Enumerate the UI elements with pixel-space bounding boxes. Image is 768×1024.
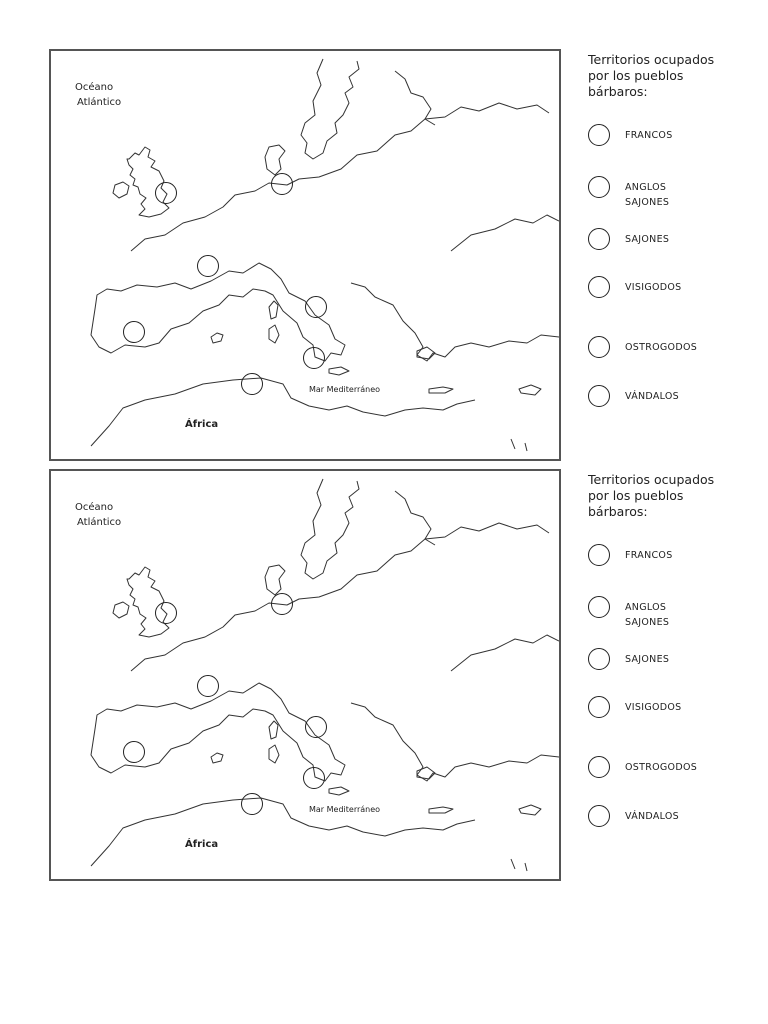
africa-label: África (185, 419, 219, 430)
legend-label: ANGLOS SAJONES (625, 182, 670, 208)
legend-label: VÁNDALOS (625, 811, 680, 822)
legend-label: FRANCOS (625, 550, 673, 561)
legend-label: OSTROGODOS (625, 342, 698, 353)
answer-circle[interactable] (588, 276, 610, 298)
map-circle-north-africa[interactable] (241, 793, 263, 815)
map-circle-north-italy[interactable] (305, 716, 327, 738)
legend-label: ANGLOS SAJONES (625, 602, 670, 628)
answer-circle[interactable] (588, 596, 610, 618)
map-circle-south-italy[interactable] (303, 767, 325, 789)
map-circle-iberia[interactable] (123, 741, 145, 763)
legend-item-visigodos (588, 276, 758, 306)
legend-item-francos (588, 544, 758, 574)
map-circle-britain[interactable] (155, 602, 177, 624)
legend-label: SAJONES (625, 234, 670, 245)
europe-mediterranean-map (51, 51, 559, 459)
legend-title: Territorios ocupados por los pueblos bárbaros: (588, 52, 715, 99)
answer-circle[interactable] (588, 385, 610, 407)
legend-label: VISIGODOS (625, 702, 682, 713)
legend-item-ostrogodos (588, 336, 758, 366)
legend-item-vandalos (588, 385, 758, 415)
answer-circle[interactable] (588, 805, 610, 827)
europe-mediterranean-map (51, 471, 559, 879)
answer-circle[interactable] (588, 544, 610, 566)
mediterranean-label: Mar Mediterráneo (309, 385, 381, 394)
map-circle-south-italy[interactable] (303, 347, 325, 369)
worksheet-1 (0, 42, 768, 462)
map-circle-north-italy[interactable] (305, 296, 327, 318)
map-circle-gaul[interactable] (197, 675, 219, 697)
legend-item-visigodos (588, 696, 758, 726)
answer-circle[interactable] (588, 756, 610, 778)
legend-item-vandalos (588, 805, 758, 835)
legend-label: FRANCOS (625, 130, 673, 141)
legend (588, 52, 758, 402)
legend-item-francos (588, 124, 758, 154)
legend-title: Territorios ocupados por los pueblos bárbaros: (588, 472, 715, 519)
legend-label: SAJONES (625, 654, 670, 665)
ocean-label: Océano (75, 502, 114, 513)
legend-label: VISIGODOS (625, 282, 682, 293)
legend-item-ostrogodos (588, 756, 758, 786)
map-circle-jutland[interactable] (271, 173, 293, 195)
answer-circle[interactable] (588, 124, 610, 146)
answer-circle[interactable] (588, 336, 610, 358)
answer-circle[interactable] (588, 176, 610, 198)
legend-item-anglos-sajones (588, 176, 758, 206)
map-circle-gaul[interactable] (197, 255, 219, 277)
worksheet-2 (0, 462, 768, 882)
map-circle-iberia[interactable] (123, 321, 145, 343)
africa-label: África (185, 839, 219, 850)
map-circle-north-africa[interactable] (241, 373, 263, 395)
legend-label: VÁNDALOS (625, 391, 680, 402)
ocean-label: Océano (75, 82, 114, 93)
legend-item-sajones (588, 228, 758, 258)
answer-circle[interactable] (588, 228, 610, 250)
atlantic-label: Atlántico (77, 97, 122, 108)
map-frame (49, 469, 561, 881)
map-circle-jutland[interactable] (271, 593, 293, 615)
legend-item-anglos-sajones (588, 596, 758, 626)
map-frame (49, 49, 561, 461)
legend-item-sajones (588, 648, 758, 678)
legend-label: OSTROGODOS (625, 762, 698, 773)
legend (588, 472, 758, 822)
mediterranean-label: Mar Mediterráneo (309, 805, 381, 814)
map-circle-britain[interactable] (155, 182, 177, 204)
answer-circle[interactable] (588, 696, 610, 718)
answer-circle[interactable] (588, 648, 610, 670)
atlantic-label: Atlántico (77, 517, 122, 528)
